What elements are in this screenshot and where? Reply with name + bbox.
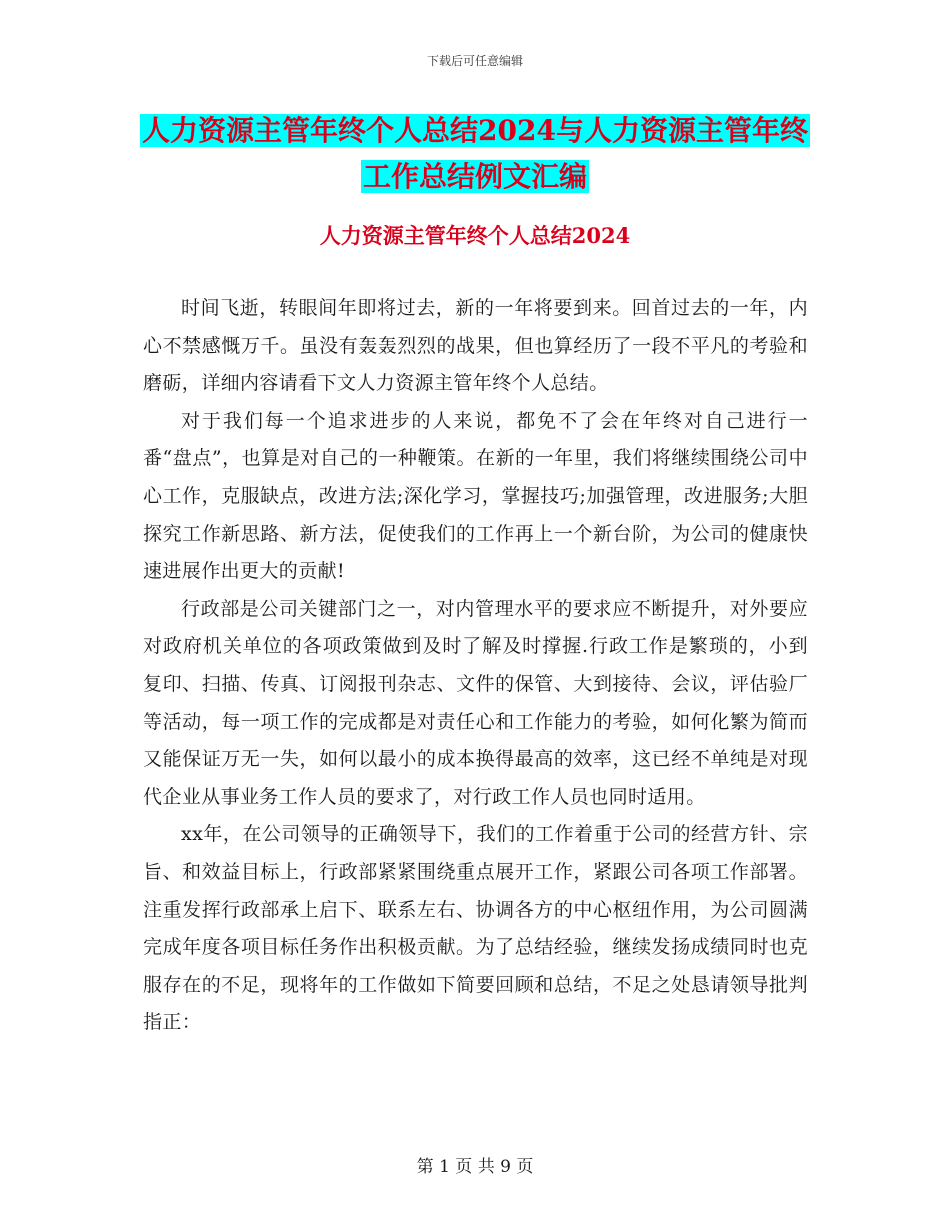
- header-note: 下载后可任意编辑: [426, 54, 523, 68]
- document-title: [0, 108, 950, 200]
- paragraph-4: xx年，在公司领导的正确领导下，我们的工作着重于公司的经营方针、宗旨、和效益目标上，行政部紧紧围绕重点展开工作，紧跟公司各项工作部署。注重发挥行政部承上启下、联系左右、协调各方的中心枢纽作用，为公司圆满完成年度各项目标任务作出积极贡献。为了总结经验，继续发扬成绩同时也克服存在的不足，现将年的工作做如下简要回顾和总结，不足之处恳请领导批判指正：: [143, 823, 808, 1034]
- page-number: 第 1 页 共 9 页: [416, 1157, 534, 1177]
- title-line-1: 人力资源主管年终个人总结2024与人力资源主管年终: [142, 114, 808, 147]
- title-line-2: 工作总结例文汇编: [362, 160, 587, 193]
- body-text: [143, 290, 808, 1042]
- paragraph-2: 对于我们每一个追求进步的人来说，都免不了会在年终对自己进行一番“盘点”，也算是对自己的一种鞭策。在新的一年里，我们将继续围绕公司中心工作，克服缺点，改进方法;深化学习，掌握技巧;加强管理，改进服务;大胆探究工作新思路、新方法，促使我们的工作再上一个新台阶，为公司的健康快速进展作出更大的贡献!: [143, 409, 808, 583]
- paragraph-1: 时间飞逝，转眼间年即将过去，新的一年将要到来。回首过去的一年，内心不禁感慨万千。虽没有轰轰烈烈的战果，但也算经历了一段不平凡的考验和磨砺，详细内容请看下文人力资源主管年终个人总结。: [143, 297, 808, 395]
- section-subtitle: 人力资源主管年终个人总结2024: [319, 223, 631, 248]
- paragraph-3: 行政部是公司关键部门之一，对内管理水平的要求应不断提升，对外要应对政府机关单位的各项政策做到及时了解及时撑握.行政工作是繁琐的，小到复印、扫描、传真、订阅报刊杂志、文件的保管、大到接待、会议，评估验厂等活动，每一项工作的完成都是对责任心和工作能力的考验，如何化繁为简而又能保证万无一失，如何以最小的成本换得最高的效率，这已经不单纯是对现代企业从事业务工作人员的要求了，对行政工作人员也同时适用。: [143, 597, 808, 808]
